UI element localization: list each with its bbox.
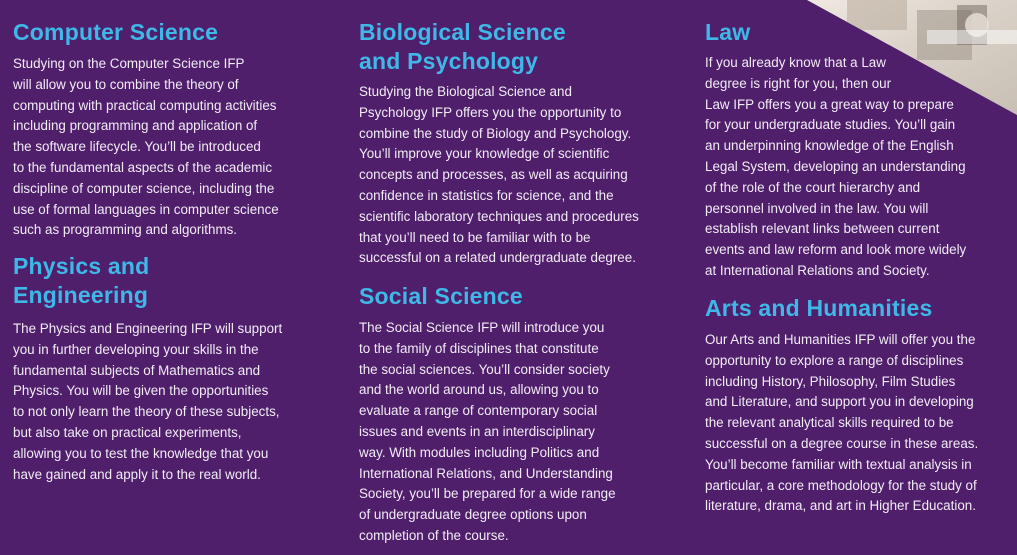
physics-engineering-section — [13, 252, 313, 485]
law-section — [705, 18, 1005, 282]
law-heading: Law — [705, 19, 751, 45]
law-text: If you already know that a Law degree is right for you, then our Law IFP offers you a great way to prepare for your undergraduate studies. You’ll gain an underpinning knowledge of the English Legal System, developing an understanding of the role of the court hierarchy and personnel involved in the law. You will establish relevant links between current events and law reform and look more widely at International Relations and Society. — [705, 55, 967, 278]
social-science-heading: Social Science — [359, 283, 523, 309]
physics-engineering-text: The Physics and Engineering IFP will support you in further developing your skills in the fundamental subjects of Mathematics and Physics. You will be given the opportunities to not only learn the theory of these subjects, but also take on practical experiments, allowing you to test the knowledge that you have gained and apply it to the real world. — [13, 321, 283, 482]
computer-science-section — [13, 18, 313, 241]
arts-humanities-heading: Arts and Humanities — [705, 295, 933, 321]
arts-humanities-section — [705, 294, 1005, 517]
biological-psychology-text: Studying the Biological Science and Psychology IFP offers you the opportunity to combine the study of Biology and Psychology. You’ll improve your knowledge of scientific concepts and processes, as well as acquiring confidence in statistics for science, and the scientific laboratory techniques and procedures that you’ll need to be familiar with to be successful on a related undergraduate degree. — [359, 84, 639, 266]
biological-psychology-section — [359, 18, 659, 269]
social-science-section — [359, 282, 659, 547]
arts-humanities-text: Our Arts and Humanities IFP will offer you the opportunity to explore a range of disciplines including History, Philosophy, Film Studies and Literature, and support you in developing the relevant analytical skills required to be successful on a degree course in these areas. You’ll become familiar with textual analysis in particular, a core methodology for the study of literature, drama, and art in Higher Education. — [705, 332, 979, 514]
physics-engineering-heading: Physics and Engineering — [13, 253, 150, 308]
social-science-text: The Social Science IFP will introduce you to the family of disciplines that constitute the social sciences. You’ll consider society and the world around us, allowing you to evaluate a range of contemporary social issues and events in an interdisciplinary way. With modules including Politics and International Relations, and Understanding Society, you’ll be prepared for a wide range of undergraduate degree options upon completion of the course. — [359, 320, 616, 543]
biological-psychology-heading: Biological Science and Psychology — [359, 19, 566, 74]
computer-science-heading: Computer Science — [13, 19, 219, 45]
computer-science-text: Studying on the Computer Science IFP will allow you to combine the theory of computing with practical computing activities including programming and application of the software lifecycle. You’ll be introduced to the fundamental aspects of the academic discipline of computer science, including the use of formal languages in computer science such as programming and algorithms. — [13, 56, 279, 238]
